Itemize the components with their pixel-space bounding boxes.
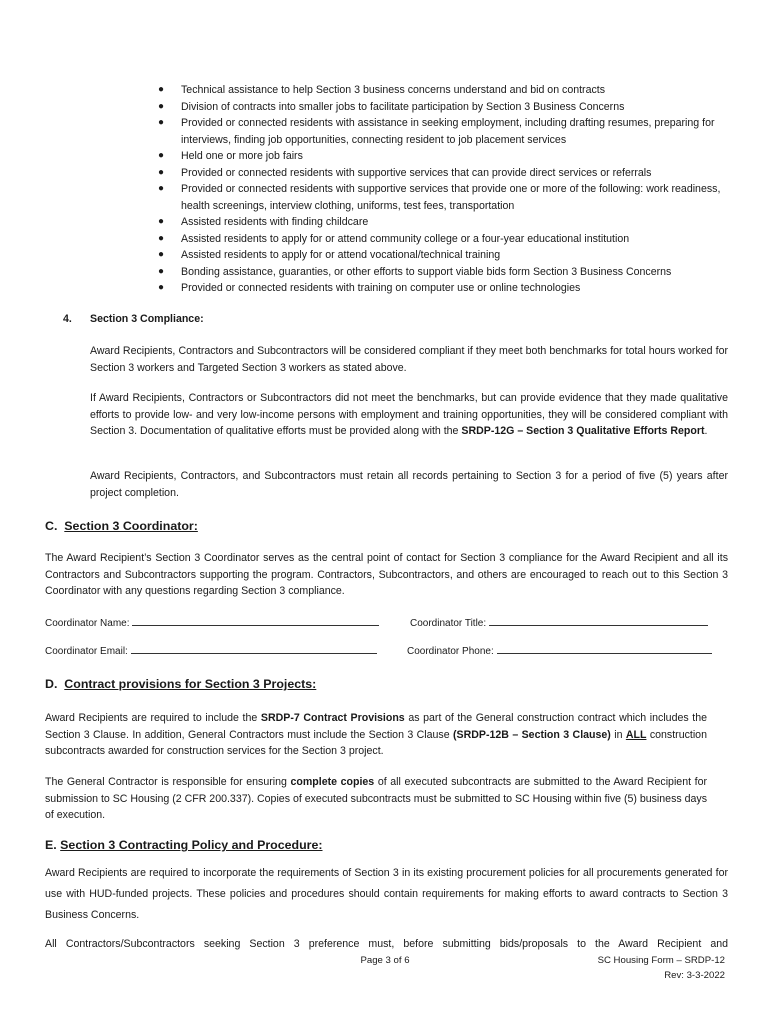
compliance-paragraph-3: Award Recipients, Contractors, and Subcontractors must retain all records pertaining to Section 3 for a period of five (5) years after project completion. xyxy=(90,470,728,499)
page-number: Page 3 of 6 xyxy=(360,955,410,966)
coordinator-phone-input[interactable] xyxy=(497,642,712,654)
coordinator-email-input[interactable] xyxy=(131,642,377,654)
list-item: ● Assisted residents to apply for or attend community college or a four-year educational institution xyxy=(181,231,736,248)
qualitative-efforts-list xyxy=(158,82,736,297)
revision-date: Rev: 3-3-2022 xyxy=(664,970,725,981)
compliance-heading: Section 3 Compliance: xyxy=(90,313,204,325)
coordinator-name-input[interactable] xyxy=(132,614,379,626)
bullet-icon: ● xyxy=(158,183,165,194)
bullet-icon: ● xyxy=(158,166,165,178)
list-item: ● Provided or connected residents with assistance in seeking employment, including drafting resumes, preparing for interviews, finding job opportunities, connecting resident to job placement services xyxy=(158,117,715,146)
coordinator-email-field[interactable]: Coordinator Email: xyxy=(45,642,377,661)
bullet-icon: ● xyxy=(158,84,165,95)
list-item: ● Provided or connected residents with training on computer use or online technologies xyxy=(181,280,736,297)
coordinator-heading: C. Section 3 Coordinator: xyxy=(45,519,198,533)
policy-paragraph-1: Award Recipients are required to incorporate the requirements of Section 3 in its existing procurement policies for all procurements generated for use with HUD-funded projects. These policies and procedures should contain requirements for making efforts to award contracts to Section 3 Business Concerns. xyxy=(45,867,728,921)
contracting-policy-heading: E. Section 3 Contracting Policy and Procedure: xyxy=(45,838,323,852)
bullet-icon: ● xyxy=(158,216,165,227)
bullet-icon: ● xyxy=(158,282,165,293)
compliance-number: 4. xyxy=(63,313,72,325)
list-item: ● Division of contracts into smaller jobs to facilitate participation by Section 3 Business Concerns xyxy=(181,99,736,116)
compliance-paragraph-1: Award Recipients, Contractors and Subcontractors will be considered compliant if they meet both benchmarks for total hours worked for Section 3 workers and Targeted Section 3 workers as stated above. xyxy=(90,345,728,374)
coordinator-phone-field[interactable]: Coordinator Phone: xyxy=(407,642,712,661)
list-item: ● Assisted residents to apply for or attend vocational/technical training xyxy=(181,247,736,264)
coordinator-paragraph: The Award Recipient’s Section 3 Coordinator serves as the central point of contact for Section 3 compliance for the Award Recipient and all its Contractors and Subcontractors supporting the program. Contractors, Subcontractors, and others are encouraged to reach out to this Section 3 Coordinator with any questions regarding Section 3 compliance. xyxy=(45,552,728,597)
list-item: ● Held one or more job fairs xyxy=(181,148,736,165)
list-item: ● Provided or connected residents with supportive services that provide one or more of the following: work readiness, health screenings, interview clothing, uniforms, test fees, transportation xyxy=(158,183,721,212)
contract-provisions-heading: D. Contract provisions for Section 3 Projects: xyxy=(45,677,317,691)
list-item: ● Assisted residents with finding childcare xyxy=(181,214,736,231)
list-item: ● Bonding assistance, guaranties, or other efforts to support viable bids form Section 3 Business Concerns xyxy=(181,264,736,281)
bullet-icon: ● xyxy=(158,117,165,128)
bullet-icon: ● xyxy=(158,100,165,112)
compliance-paragraph-2: If Award Recipients, Contractors or Subcontractors did not meet the benchmarks, but can provide evidence that they made qualitative efforts to provide low- and very low-income persons with employment and training opportunities, they will be considered compliant with Section 3. Documentation of qualitative efforts must be provided along with the SRDP-12G – Section 3 Qualitative Efforts Report. xyxy=(90,392,728,437)
coordinator-title-field[interactable]: Coordinator Title: xyxy=(410,614,708,633)
bullet-icon: ● xyxy=(158,232,165,244)
form-identifier xyxy=(598,953,725,983)
bullet-icon: ● xyxy=(158,265,165,277)
contract-paragraph-1: Award Recipients are required to include the SRDP-7 Contract Provisions as part of the General construction contract which includes the Section 3 Clause. In addition, General Contractors must include the Section 3 Clause (SRDP-12B – Section 3 Clause) in ALL construction subcontracts awarded for construction services for the Section 3 project. xyxy=(45,712,707,757)
bullet-icon: ● xyxy=(158,249,165,260)
list-item: ● Technical assistance to help Section 3 business concerns understand and bid on contracts xyxy=(181,82,736,99)
contract-paragraph-2: The General Contractor is responsible for ensuring complete copies of all executed subcontracts are submitted to the Award Recipient for submission to SC Housing (2 CFR 200.337). Copies of executed subcontracts must be submitted to SC Housing within five (5) business days of execution. xyxy=(45,776,708,821)
coordinator-name-field[interactable]: Coordinator Name: xyxy=(45,614,379,633)
list-item: ● Provided or connected residents with supportive services that can provide direct services or referrals xyxy=(181,165,736,182)
policy-paragraph-2: All Contractors/Subcontractors seeking Section 3 preference must, before submitting bids/proposals to the Award Recipient and xyxy=(45,938,728,950)
coordinator-title-input[interactable] xyxy=(489,614,708,626)
bullet-icon: ● xyxy=(158,150,165,161)
form-name: SC Housing Form – SRDP-12 xyxy=(597,955,725,966)
